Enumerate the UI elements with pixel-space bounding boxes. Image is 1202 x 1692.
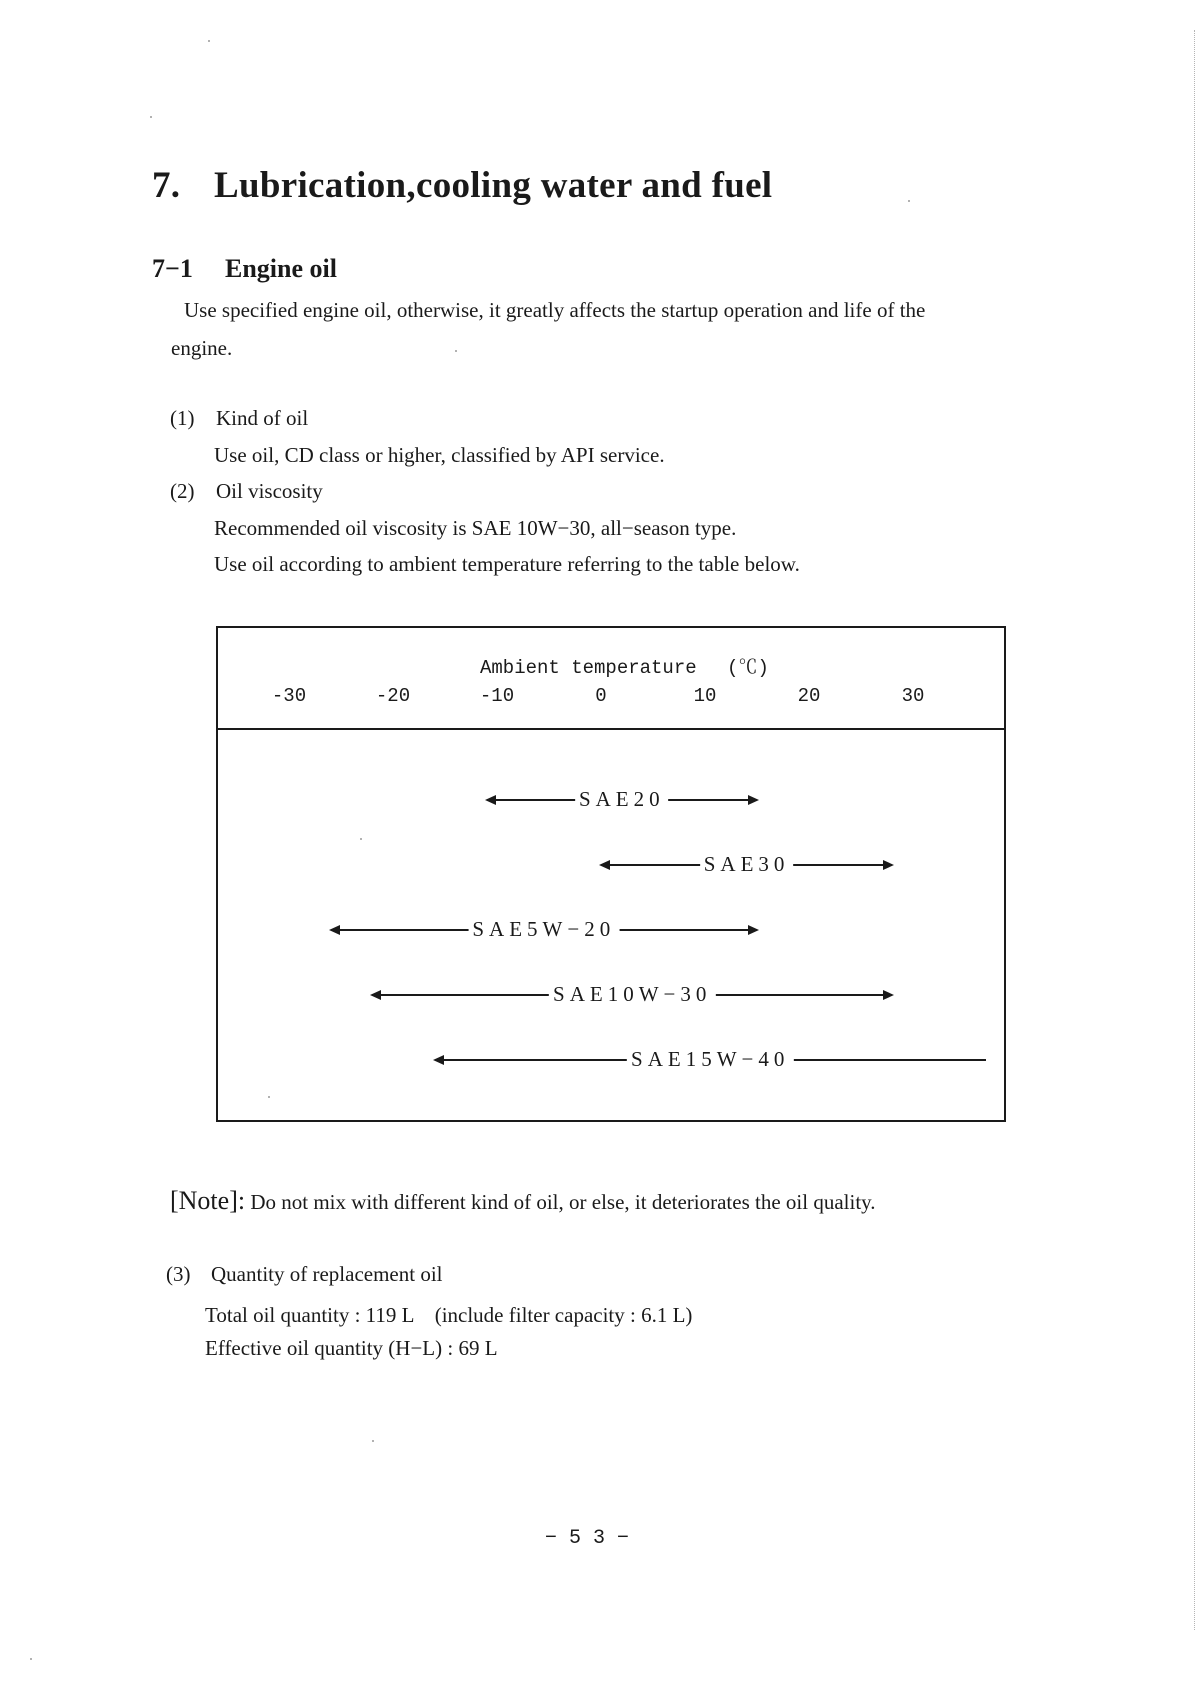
grade-label: SAE10W−30	[549, 981, 715, 1007]
section-number: 7−1	[152, 254, 193, 283]
heading-number: 7.	[152, 165, 181, 206]
intro-line-2: engine.	[171, 336, 233, 360]
grade-row	[372, 981, 892, 1007]
page-heading	[152, 164, 772, 207]
grade-row	[435, 1046, 986, 1072]
grade-label: SAE30	[700, 851, 794, 877]
temp-tick-label: 30	[901, 685, 925, 707]
item-1-text: Use oil, CD class or higher, classified by API service.	[214, 443, 665, 467]
item-3-title: Quantity of replacement oil	[211, 1262, 443, 1286]
item-2-text-2: Use oil according to ambient temperature referring to the table below.	[214, 552, 800, 576]
table-title: Ambient temperature (℃)	[480, 657, 769, 679]
temp-tick-label: 10	[693, 685, 717, 707]
grade-label: SAE20	[575, 786, 669, 812]
section-title: Engine oil	[225, 254, 337, 283]
heading-title: Lubrication,cooling water and fuel	[214, 165, 773, 206]
right-margin-scan-edge	[1194, 30, 1195, 1630]
viscosity-table	[216, 626, 1006, 1122]
item-3-number: (3)	[166, 1262, 191, 1286]
temp-tick-label: 0	[595, 685, 607, 707]
page-number: − 5 3 −	[545, 1527, 630, 1550]
item-1-title: Kind of oil	[216, 406, 309, 430]
total-oil-quantity: Total oil quantity : 119 L (include filter capacity : 6.1 L)	[205, 1303, 693, 1327]
grade-row	[487, 786, 757, 812]
item-1-number: (1)	[170, 406, 195, 430]
scan-speck	[150, 116, 152, 118]
temp-tick-label: -30	[271, 685, 307, 707]
note-label: [Note]:	[170, 1186, 246, 1215]
temp-tick-label: 20	[797, 685, 821, 707]
temp-tick-label: -10	[479, 685, 515, 707]
note	[170, 1186, 876, 1216]
scan-speck	[30, 1658, 32, 1660]
temp-tick-label: -20	[375, 685, 411, 707]
grade-label: SAE5W−20	[468, 916, 619, 942]
grade-label: SAE15W−40	[627, 1046, 793, 1072]
item-2-number: (2)	[170, 479, 195, 503]
grade-row	[331, 916, 757, 942]
item-2-title: Oil viscosity	[216, 479, 323, 503]
grade-row	[601, 851, 892, 877]
intro-line-1: Use specified engine oil, otherwise, it greatly affects the startup operation and life of the	[184, 298, 926, 322]
item-2-text-1: Recommended oil viscosity is SAE 10W−30, all−season type.	[214, 516, 737, 540]
section-heading	[152, 254, 337, 284]
note-text: Do not mix with different kind of oil, or else, it deteriorates the oil quality.	[245, 1190, 876, 1214]
scan-speck	[908, 200, 910, 202]
scan-speck	[372, 1440, 374, 1442]
effective-oil-quantity: Effective oil quantity (H−L) : 69 L	[205, 1336, 498, 1360]
scan-speck	[208, 40, 210, 42]
scan-speck	[455, 350, 457, 352]
table-divider	[218, 728, 1004, 730]
